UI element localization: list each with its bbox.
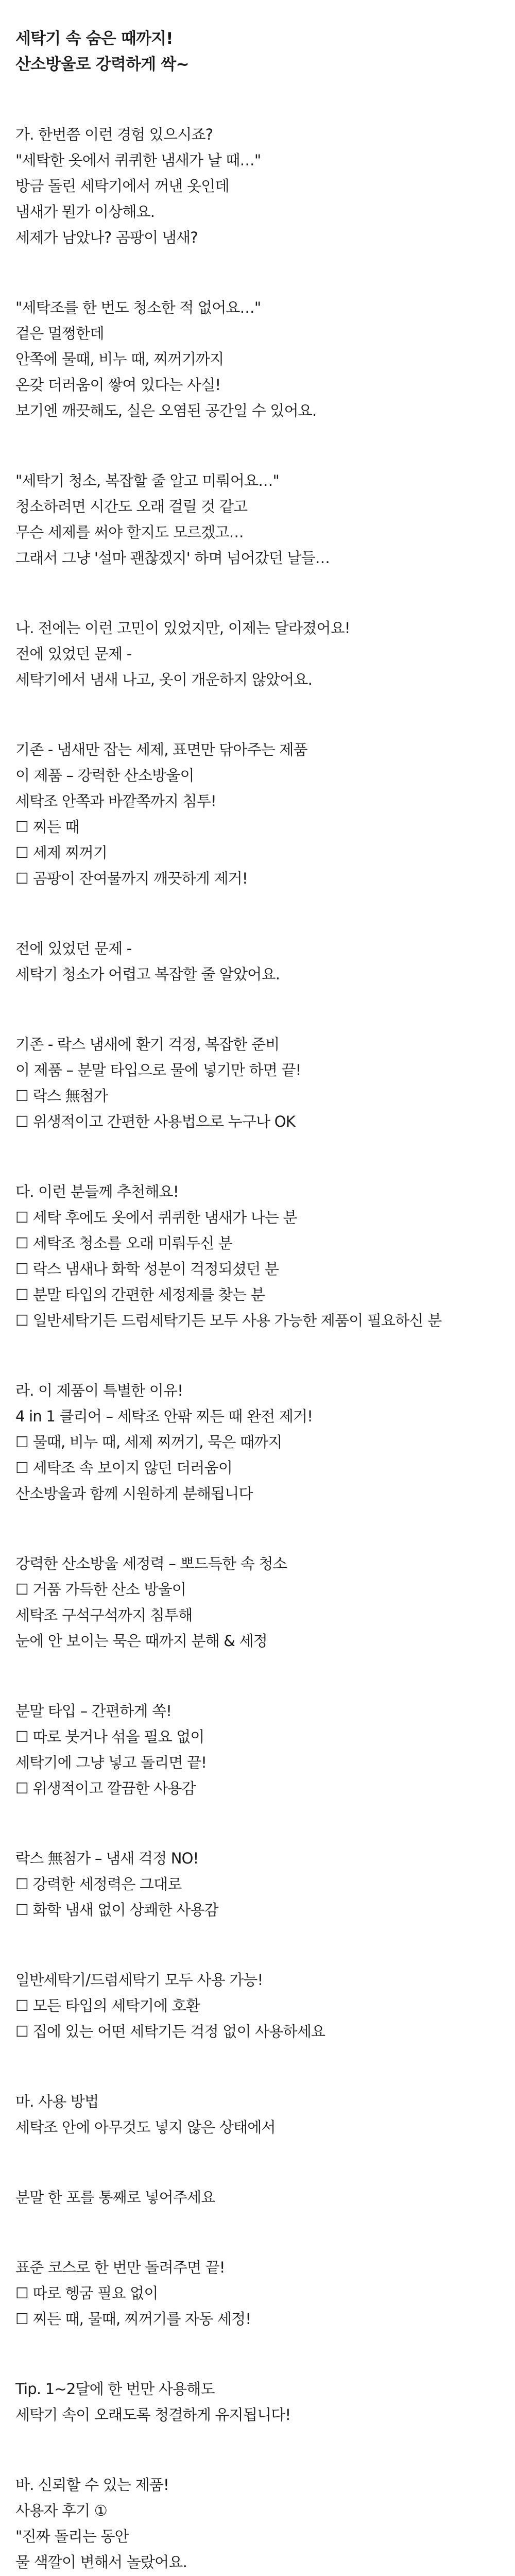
text-line: 겉은 멀쩡한데 (15, 325, 104, 342)
paragraph-block (15, 1179, 500, 1333)
paragraph-block (15, 737, 500, 891)
text-line: 세탁기 청소가 어렵고 복잡할 줄 알았어요. (15, 965, 280, 983)
text-line: 방금 돌린 세탁기에서 꺼낸 옷인데 (15, 177, 229, 195)
text-line: 표준 코스로 한 번만 돌려주면 끝! (15, 2259, 225, 2276)
paragraph-block (15, 468, 500, 571)
text-line: ☐ 세탁 후에도 옷에서 퀴퀴한 냄새가 나는 분 (15, 1209, 297, 1226)
text-line: 그래서 그냥 '설마 괜찮겠지' 하며 넘어갔던 날들… (15, 549, 330, 567)
text-line: 온갖 더러움이 쌓여 있다는 사실! (15, 376, 221, 394)
text-line: 세탁기 속이 오래도록 청결하게 유지됩니다! (15, 2406, 291, 2424)
title-line: 세탁기 속 숨은 때까지! (15, 29, 173, 48)
paragraph-block (15, 2376, 500, 2428)
paragraph-block (15, 1378, 500, 1506)
text-line: 물 색깔이 변해서 놀랐어요. (15, 2553, 187, 2571)
text-line: 가. 한번쯤 이런 경험 있으시죠? (15, 126, 213, 143)
text-line: 보기엔 깨끗해도, 실은 오염된 공간일 수 있어요. (15, 402, 317, 419)
text-line: 다. 이런 분들께 추천해요! (15, 1183, 179, 1200)
paragraph-block (15, 2089, 500, 2140)
text-line: 분말 타입 – 간편하게 쏙! (15, 1702, 172, 1720)
text-line: 이 제품 – 강력한 산소방울이 (15, 767, 194, 784)
text-line: ☐ 따로 붓거나 섞을 필요 없이 (15, 1728, 204, 1745)
text-line: ☐ 따로 헹굼 필요 없이 (15, 2284, 158, 2302)
text-line: "세탁조를 한 번도 청소한 적 없어요…" (15, 299, 261, 316)
text-line: 눈에 안 보이는 묵은 때까지 분해 & 세정 (15, 1632, 267, 1650)
text-line: ☐ 집에 있는 어떤 세탁기든 걱정 없이 사용하세요 (15, 2023, 325, 2040)
text-line: 전에 있었던 문제 - (15, 940, 132, 957)
text-line: 라. 이 제품이 특별한 이유! (15, 1382, 183, 1399)
text-line: 이 제품 – 분말 타입으로 물에 넣기만 하면 끝! (15, 1061, 301, 1079)
text-line: 분말 한 포를 통째로 넣어주세요 (15, 2189, 215, 2206)
text-line: "세탁한 옷에서 퀴퀴한 냄새가 날 때…" (15, 151, 261, 169)
text-line: 세탁기에 그냥 넣고 돌리면 끝! (15, 1754, 207, 1771)
text-line: 무슨 세제를 써야 할지도 모르겠고… (15, 523, 244, 541)
paragraph-block (15, 1967, 500, 2044)
text-line: ☐ 분말 타입의 간편한 세정제를 찾는 분 (15, 1286, 265, 1303)
text-line: 세탁기에서 냄새 나고, 옷이 개운하지 않았어요. (15, 671, 312, 688)
text-line: ☐ 위생적이고 간편한 사용법으로 누구나 OK (15, 1113, 295, 1130)
text-line: 4 in 1 클리어 – 세탁조 안팎 찌든 때 완전 제거! (15, 1408, 313, 1425)
text-line: ☐ 찌든 때 (15, 818, 79, 836)
text-line: ☐ 락스 無첨가 (15, 1087, 108, 1105)
paragraph-block (15, 1845, 500, 1923)
text-line: 산소방울과 함께 시원하게 분해됩니다 (15, 1485, 253, 1502)
paragraph-block (15, 615, 500, 692)
paragraph-block (15, 1698, 500, 1801)
text-line: ☐ 화학 냄새 없이 상쾌한 사용감 (15, 1901, 218, 1919)
paragraph-block (15, 2472, 500, 2576)
text-line: Tip. 1~2달에 한 번만 사용해도 (15, 2380, 215, 2398)
text-line: 사용자 후기 ① (15, 2502, 108, 2519)
text-line: ☐ 세탁조 속 보이지 않던 더러움이 (15, 1459, 233, 1477)
paragraph-block (15, 1551, 500, 1654)
text-line: 일반세탁기/드럼세탁기 모두 사용 가능! (15, 1971, 263, 1989)
text-line: 세제가 남았나? 곰팡이 냄새? (15, 229, 198, 246)
text-line: 기존 - 냄새만 잡는 세제, 표면만 닦아주는 제품 (15, 741, 307, 758)
text-line: 락스 無첨가 – 냄새 걱정 NO! (15, 1850, 199, 1867)
text-line: ☐ 곰팡이 잔여물까지 깨끗하게 제거! (15, 870, 248, 887)
text-line: 나. 전에는 이런 고민이 있었지만, 이제는 달라졌어요! (15, 619, 350, 637)
title-block (15, 26, 500, 77)
text-line: ☐ 위생적이고 깔끔한 사용감 (15, 1780, 196, 1797)
text-line: ☐ 락스 냄새나 화학 성분이 걱정되셨던 분 (15, 1260, 279, 1278)
text-line: 안쪽에 물때, 비누 때, 찌꺼기까지 (15, 350, 224, 368)
text-line: "진짜 돌리는 동안 (15, 2528, 129, 2545)
text-line: ☐ 거품 가득한 산소 방울이 (15, 1581, 186, 1598)
paragraph-block (15, 295, 500, 423)
paragraph-block (15, 2184, 500, 2210)
text-line: ☐ 찌든 때, 물때, 찌꺼기를 자동 세정! (15, 2310, 251, 2328)
text-line: ☐ 세제 찌꺼기 (15, 844, 108, 861)
title-line: 산소방울로 강력하게 싹~ (15, 55, 189, 74)
text-line: 전에 있었던 문제 - (15, 645, 132, 663)
text-line: ☐ 물때, 비누 때, 세제 찌꺼기, 묵은 때까지 (15, 1433, 282, 1451)
text-line: 기존 - 락스 냄새에 환기 걱정, 복잡한 준비 (15, 1036, 280, 1053)
text-line: 마. 사용 방법 (15, 2093, 99, 2110)
text-line: 청소하려면 시간도 오래 걸릴 것 같고 (15, 498, 248, 515)
text-line: 세탁조 구석구석까지 침투해 (15, 1606, 193, 1624)
paragraph-block (15, 122, 500, 250)
text-line: ☐ 모든 타입의 세탁기에 호환 (15, 1997, 200, 2014)
paragraph-block (15, 2255, 500, 2332)
text-line: 냄새가 뭔가 이상해요. (15, 203, 155, 221)
text-line: 세탁조 안쪽과 바깥쪽까지 침투! (15, 792, 216, 810)
text-line: "세탁기 청소, 복잡할 줄 알고 미뤄어요…" (15, 472, 279, 489)
text-line: 강력한 산소방울 세정력 – 뽀드득한 속 청소 (15, 1555, 287, 1572)
text-line: ☐ 일반세탁기든 드럼세탁기든 모두 사용 가능한 제품이 필요하신 분 (15, 1312, 442, 1329)
text-line: ☐ 강력한 세정력은 그대로 (15, 1875, 182, 1893)
text-line: 바. 신뢰할 수 있는 제품! (15, 2476, 169, 2494)
paragraph-block (15, 1031, 500, 1134)
text-line: 세탁조 안에 아무것도 넣지 않은 상태에서 (15, 2119, 276, 2136)
text-line: ☐ 세탁조 청소를 오래 미뤄두신 분 (15, 1234, 233, 1252)
paragraph-block (15, 936, 500, 987)
